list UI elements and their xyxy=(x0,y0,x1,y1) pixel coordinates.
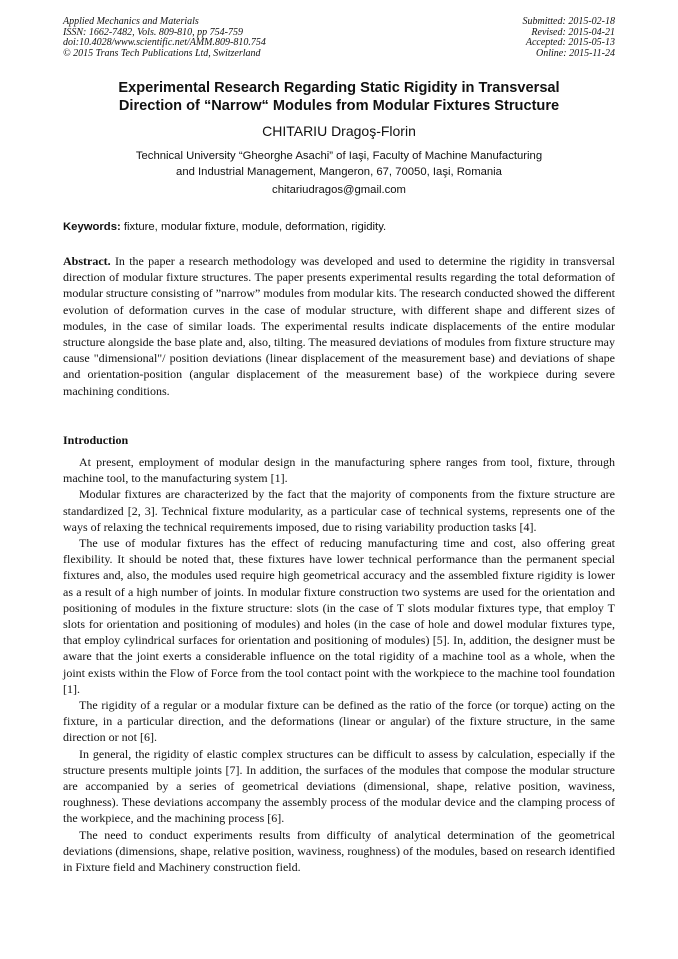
intro-paragraph: Modular fixtures are characterized by the fact that the majority of components from the fixture structure are standardized [2, 3]. Technical fixture modularity, as a particular case of technical systems, represents one of the ways of relaxing the technical requirements imposed, due to rising variability production tasks [4]. xyxy=(63,487,615,534)
keywords xyxy=(63,221,615,233)
issn-line: ISSN: 1662-7482, Vols. 809-810, pp 754-759 xyxy=(63,26,243,38)
affiliation-line-2: and Industrial Management, Mangeron, 67, 70050, Iaşi, Romania xyxy=(176,166,502,178)
author-name: CHITARIU Dragoş-Florin xyxy=(262,123,416,139)
intro-paragraph: In general, the rigidity of elastic complex structures can be difficult to assess by calculation, especially if the structure presents multiple joints [7]. In addition, the surfaces of the modules that compose the modular structure are accompanied by a series of geometrical deviations (dimensional, shape, relative position, waviness, roughness). These deviations accompany the assembly process of the modular device and the clamping process of the workpiece, and the machining process [6]. xyxy=(63,746,615,826)
publication-info xyxy=(63,17,266,59)
copyright-line: © 2015 Trans Tech Publications Ltd, Switzerland xyxy=(63,47,261,59)
journal-name: Applied Mechanics and Materials xyxy=(63,16,199,27)
submission-dates xyxy=(523,17,616,59)
affiliation-line-1: Technical University “Gheorghe Asachi” of Iaşi, Faculty of Machine Manufacturing xyxy=(135,150,543,162)
paper-title xyxy=(63,80,615,115)
abstract-label: Abstract. xyxy=(63,254,111,268)
doi-line: doi:10.4028/www.scientific.net/AMM.809-810.754 xyxy=(63,37,266,48)
affiliation xyxy=(63,148,615,180)
introduction-heading: Introduction xyxy=(63,433,129,447)
abstract-text: In the paper a research methodology was developed and used to determine the rigidity in transversal direction of modular fixture structures. The paper presents experimental results regarding the total deformation of modular structure consisting of ”narrow” modules from modular kits. The research conducted showed the different evolution of deformation curves in the case of modular structure, with different shape and different sizes of modules, in the case of similar loads. The experimental results indicate displacements of the entire modular structure alongside the base plate and, also, tilting. The measured deviations of modules from fixture structure may cause "dimensional"/ position deviations (linear displacement of the measurement base) and deviations of shape and orientation-position (angular displacement of the measurement base) of the workpiece during severe machining conditions. xyxy=(63,254,615,398)
accepted-date: Accepted: 2015-05-13 xyxy=(525,37,615,48)
submitted-date: Submitted: 2015-02-18 xyxy=(522,16,615,27)
abstract xyxy=(63,253,615,399)
title-line-1: Experimental Research Regarding Static Rigidity in Transversal xyxy=(118,80,560,96)
title-line-2: Direction of “Narrow“ Modules from Modular Fixtures Structure xyxy=(118,97,560,114)
intro-paragraph: At present, employment of modular design in the manufacturing sphere ranges from tool, fixture, through machine tool, to the manufacturing system [1]. xyxy=(63,455,615,486)
online-date: Online: 2015-11-24 xyxy=(536,47,615,59)
keywords-label: Keywords: xyxy=(63,221,121,233)
author-email: chitariudragos@gmail.com xyxy=(272,184,406,196)
intro-paragraph: The rigidity of a regular or a modular fixture can be defined as the ratio of the force (or torque) acting on the fixture, in a particular direction, and the deformations (linear or angular) of the fixture structure, in the same direction or not [6]. xyxy=(63,698,615,745)
intro-paragraph: The need to conduct experiments results from difficulty of analytical determination of the geometrical deviations (dimensions, shape, relative position, waviness, roughness) of the modules, based on research identified in Fixture field and Machinery construction field. xyxy=(63,827,615,875)
keywords-text: fixture, modular fixture, module, deformation, rigidity. xyxy=(120,221,387,233)
revised-date: Revised: 2015-04-21 xyxy=(531,26,615,38)
introduction-body xyxy=(63,454,615,875)
intro-paragraph: The use of modular fixtures has the effect of reducing manufacturing time and cost, also offering great flexibility. It should be noted that, these fixtures have lower technical performance than the permanent special fixtures and, also, the modules used require high geometrical accuracy and the assembled fixture rigidity is lower as a result of a high number of joints. In modular fixture construction two systems are used for the orientation and positioning of modules in the fixture structure: slots (in the case of T slots modular fixtures type, that employ T slots for orientation and positioning of modules) and holes (in the case of hole and dowel modular fixtures type, that employ cylindrical surfaces for orientation and positioning of modules) [5]. In, addition, the designer must be aware that the joint exerts a considerable influence on the total rigidity of a machine tool as a whole, when the joint exists within the Flow of Force from the tool contact point with the workpiece to the machine tool foundation [1]. xyxy=(63,536,615,696)
